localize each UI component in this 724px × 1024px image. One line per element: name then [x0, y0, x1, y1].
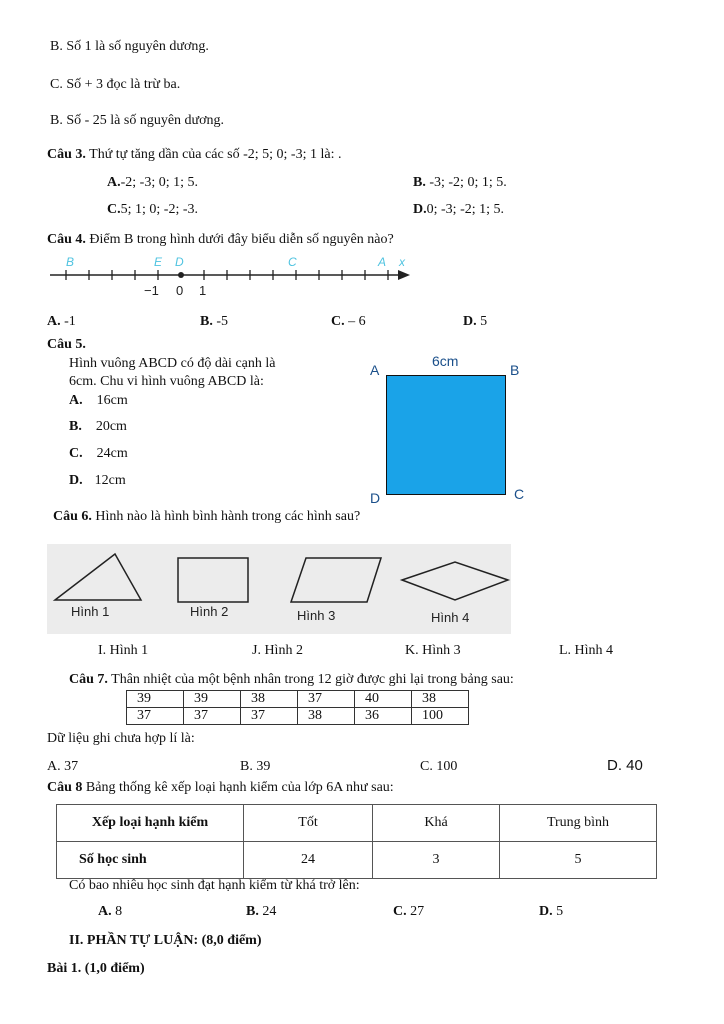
- q4-option-c-text: – 6: [344, 314, 366, 329]
- table-cell: 38: [241, 691, 298, 708]
- q7-question: Dữ liệu ghi chưa hợp lí là:: [47, 731, 195, 746]
- q8-option-b-letter: B.: [246, 904, 259, 919]
- q4-stem: [47, 232, 394, 248]
- axis-x-label: x: [399, 255, 405, 269]
- q4-option-c[interactable]: [331, 314, 366, 330]
- shape-3-parallelogram: [291, 558, 381, 602]
- shape-1-triangle: [55, 554, 141, 600]
- table-cell: 37: [298, 691, 355, 708]
- bai-1-heading: Bài 1. (1,0 điểm): [47, 961, 145, 976]
- shape-3-label: Hình 3: [297, 608, 336, 623]
- q4-option-d-text: 5: [476, 314, 488, 329]
- q3-stem: [47, 147, 341, 163]
- table-cell: 38: [412, 691, 469, 708]
- section-2-heading: II. PHẦN TỰ LUẬN: (8,0 điểm): [69, 933, 262, 948]
- q8-question: Có bao nhiêu học sinh đạt hạnh kiểm từ khá trở lên:: [69, 878, 360, 893]
- table-cell: 3: [373, 842, 500, 879]
- shapes-svg: [47, 544, 511, 634]
- table-cell: Số học sinh: [57, 842, 244, 879]
- q4-option-a-text: -1: [60, 314, 76, 329]
- prev-option-c: C. Số + 3 đọc là trừ ba.: [50, 77, 181, 92]
- q5-option-a-text: 16cm: [96, 393, 128, 408]
- q3-option-a-text: -2; -3; 0; 1; 5.: [120, 175, 199, 190]
- table-row: [127, 708, 469, 725]
- table-header-cell: Khá: [373, 805, 500, 842]
- q5-text-line1: Hình vuông ABCD có độ dài cạnh là: [69, 356, 276, 371]
- q3-option-a[interactable]: [107, 175, 198, 191]
- square-vertex-a: A: [370, 362, 380, 378]
- table-cell: 37: [127, 708, 184, 725]
- table-cell: 24: [244, 842, 373, 879]
- q5-option-b-letter: B.: [69, 419, 82, 434]
- q8-option-b[interactable]: [246, 904, 276, 920]
- q5-option-d-text: 12cm: [94, 473, 126, 488]
- table-row: [57, 842, 657, 879]
- q5-option-b-text: 20cm: [95, 419, 127, 434]
- q8-option-a[interactable]: [98, 904, 122, 920]
- conduct-table: [56, 804, 657, 879]
- q3-option-d-letter: D.: [413, 202, 427, 217]
- table-cell: 40: [355, 691, 412, 708]
- table-row: [57, 805, 657, 842]
- q4-option-d[interactable]: [463, 314, 487, 330]
- square-vertex-d: D: [370, 490, 381, 506]
- table-cell: 5: [500, 842, 657, 879]
- point-d-label: D: [175, 255, 184, 269]
- shapes-figure: [47, 544, 511, 634]
- square-side-label: 6cm: [432, 353, 459, 369]
- table-row: [127, 691, 469, 708]
- q8-option-a-letter: A.: [98, 904, 112, 919]
- q8-label: Câu 8: [47, 780, 83, 795]
- q5-label: Câu 5.: [47, 337, 86, 352]
- q7-label: Câu 7.: [69, 672, 108, 687]
- q8-stem: [47, 780, 394, 796]
- q7-option-c[interactable]: C. 100: [420, 759, 458, 774]
- q4-option-b-letter: B.: [200, 314, 213, 329]
- table-cell: 37: [241, 708, 298, 725]
- q4-option-a[interactable]: [47, 314, 76, 330]
- q5-option-c-letter: C.: [69, 446, 83, 461]
- q5-option-c-text: 24cm: [96, 446, 128, 461]
- q8-text: Bảng thống kê xếp loại hạnh kiểm của lớp 6A như sau:: [82, 780, 394, 795]
- q8-option-d[interactable]: [539, 904, 563, 920]
- q8-option-c[interactable]: [393, 904, 424, 920]
- square-vertex-c: C: [514, 486, 525, 502]
- q3-option-d[interactable]: [413, 202, 504, 218]
- q6-option-j[interactable]: J. Hình 2: [252, 643, 303, 658]
- q5-option-d-letter: D.: [69, 473, 83, 488]
- q4-option-a-letter: A.: [47, 314, 61, 329]
- table-cell: 100: [412, 708, 469, 725]
- q4-label: Câu 4.: [47, 232, 86, 247]
- q7-option-a[interactable]: A. 37: [47, 759, 79, 774]
- number-line: [46, 253, 416, 301]
- table-header-cell: Trung bình: [500, 805, 657, 842]
- square-vertex-b: B: [510, 362, 520, 378]
- number-line-origin-dot: [178, 272, 184, 278]
- q3-option-c-text: 5; 1; 0; -2; -3.: [120, 202, 199, 217]
- shape-4-rhombus: [402, 562, 508, 600]
- point-a-label: A: [378, 255, 387, 269]
- q6-stem: [53, 509, 360, 525]
- table-cell: 39: [127, 691, 184, 708]
- temperature-table: [126, 690, 469, 725]
- q7-option-b[interactable]: B. 39: [240, 759, 271, 774]
- prev-option-b1: B. Số 1 là số nguyên dương.: [50, 39, 209, 54]
- q8-option-a-text: 8: [111, 904, 123, 919]
- q3-option-c-letter: C.: [107, 202, 121, 217]
- q8-option-d-text: 5: [552, 904, 564, 919]
- q6-label: Câu 6.: [53, 509, 92, 524]
- q7-text: Thân nhiệt của một bệnh nhân trong 12 giờ được ghi lại trong bảng sau:: [107, 672, 514, 687]
- q3-option-c[interactable]: [107, 202, 198, 218]
- point-c-label: C: [288, 255, 297, 269]
- q4-option-d-letter: D.: [463, 314, 477, 329]
- q8-option-d-letter: D.: [539, 904, 553, 919]
- q3-option-d-text: 0; -3; -2; 1; 5.: [426, 202, 505, 217]
- q5-option-c[interactable]: [69, 446, 128, 462]
- q8-option-c-text: 27: [406, 904, 425, 919]
- q8-option-b-text: 24: [258, 904, 277, 919]
- q5-text-line2: 6cm. Chu vi hình vuông ABCD là:: [69, 374, 264, 389]
- point-b-label: B: [66, 255, 75, 269]
- table-cell: 37: [184, 708, 241, 725]
- q5-option-a-letter: A.: [69, 393, 83, 408]
- q4-text: Điểm B trong hình dưới đây biểu diễn số nguyên nào?: [85, 232, 394, 247]
- tick-label-0: 0: [176, 283, 184, 298]
- q7-option-d[interactable]: D. 40: [607, 757, 643, 774]
- q6-text: Hình nào là hình bình hành trong các hình sau?: [91, 509, 361, 524]
- shape-1-label: Hình 1: [71, 604, 110, 619]
- table-cell: 36: [355, 708, 412, 725]
- q3-text: Thứ tự tăng dần của các số -2; 5; 0; -3; 1 là: .: [85, 147, 342, 162]
- number-line-arrow-icon: [398, 270, 410, 280]
- q3-label: Câu 3.: [47, 147, 86, 162]
- q3-option-b[interactable]: [413, 175, 507, 191]
- prev-option-b2: B. Số - 25 là số nguyên dương.: [50, 113, 225, 128]
- square-abcd: [386, 375, 506, 495]
- table-header-cell: Tốt: [244, 805, 373, 842]
- q5-option-b[interactable]: [69, 419, 127, 435]
- q7-stem: [69, 672, 514, 688]
- table-cell: 39: [184, 691, 241, 708]
- shape-2-label: Hình 2: [190, 604, 229, 619]
- q4-option-c-letter: C.: [331, 314, 345, 329]
- q6-option-i[interactable]: I. Hình 1: [98, 643, 149, 658]
- q3-option-b-letter: B.: [413, 175, 426, 190]
- q3-option-b-text: -3; -2; 0; 1; 5.: [425, 175, 507, 190]
- q6-option-l[interactable]: L. Hình 4: [559, 643, 614, 658]
- point-e-label: E: [154, 255, 163, 269]
- shape-4-label: Hình 4: [431, 610, 470, 625]
- table-cell: 38: [298, 708, 355, 725]
- q3-option-a-letter: A.: [107, 175, 121, 190]
- q4-option-b[interactable]: [200, 314, 228, 330]
- q6-option-k[interactable]: K. Hình 3: [405, 643, 461, 658]
- tick-label-1: 1: [199, 283, 207, 298]
- q8-option-c-letter: C.: [393, 904, 407, 919]
- q5-option-d[interactable]: [69, 473, 126, 489]
- tick-label-minus1: −1: [144, 283, 159, 298]
- q5-option-a[interactable]: [69, 393, 128, 409]
- shape-2-rectangle: [178, 558, 248, 602]
- table-header-cell: Xếp loại hạnh kiểm: [57, 805, 244, 842]
- q4-option-b-text: -5: [212, 314, 229, 329]
